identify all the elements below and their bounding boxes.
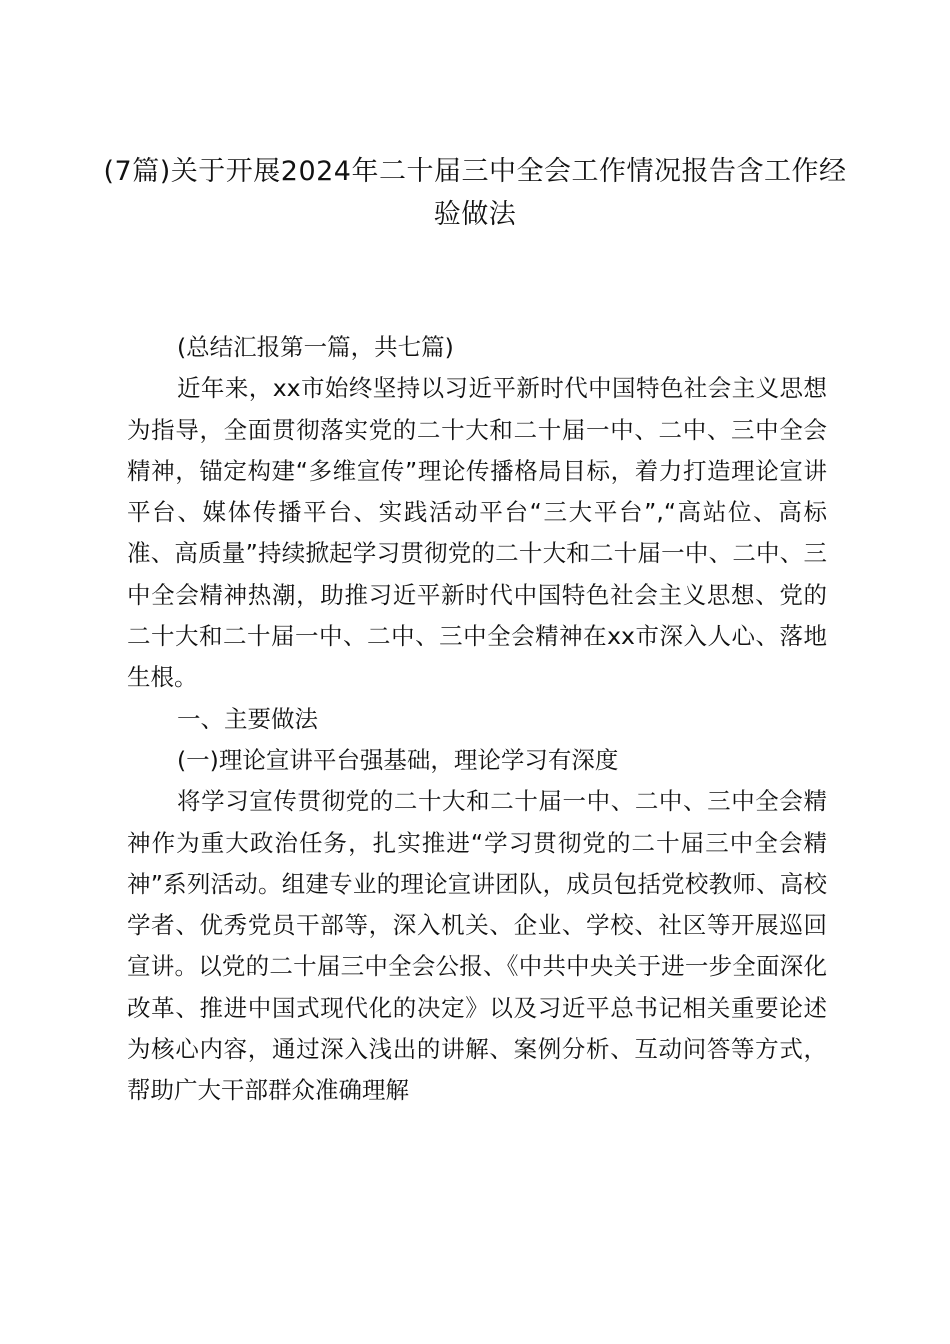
- paragraph-intro: 近年来，xx市始终坚持以习近平新时代中国特色社会主义思想为指导，全面贯彻落实党的二十大和二十届一中、二中、三中全会精神，锚定构建“多维宣传”理论传播格局目标，着力打造理论宣讲平台、媒体传播平台、实践活动平台“三大平台”,“高站位、高标准、高质量”持续掀起学习贯彻党的二十大和二十届一中、二中、三中全会精神热潮，助推习近平新时代中国特色社会主义思想、党的二十大和二十届一中、二中、三中全会精神在xx市深入人心、落地生根。: [127, 374, 827, 692]
- document-title: (7篇)关于开展2024年二十届三中全会工作情况报告含工作经验做法: [103, 156, 847, 230]
- section-heading-main-practices: 一、主要做法: [177, 704, 318, 733]
- subsection-heading-theory-platform: (一)理论宣讲平台强基础，理论学习有深度: [177, 745, 619, 774]
- paragraph-theory-platform: 将学习宣传贯彻党的二十大和二十届一中、二中、三中全会精神作为重大政治任务，扎实推进“学习贯彻党的二十届三中全会精神”系列活动。组建专业的理论宣讲团队，成员包括党校教师、高校学者、优秀党员干部等，深入机关、企业、学校、社区等开展巡回宣讲。以党的二十届三中全会公报、《中共中央关于进一步全面深化改革、推进中国式现代化的决定》以及习近平总书记相关重要论述为核心内容，通过深入浅出的讲解、案例分析、互动问答等方式，帮助广大干部群众准确理解: [127, 787, 827, 1105]
- document-body: [127, 327, 827, 1112]
- paragraph-series-note: (总结汇报第一篇，共七篇): [177, 333, 454, 361]
